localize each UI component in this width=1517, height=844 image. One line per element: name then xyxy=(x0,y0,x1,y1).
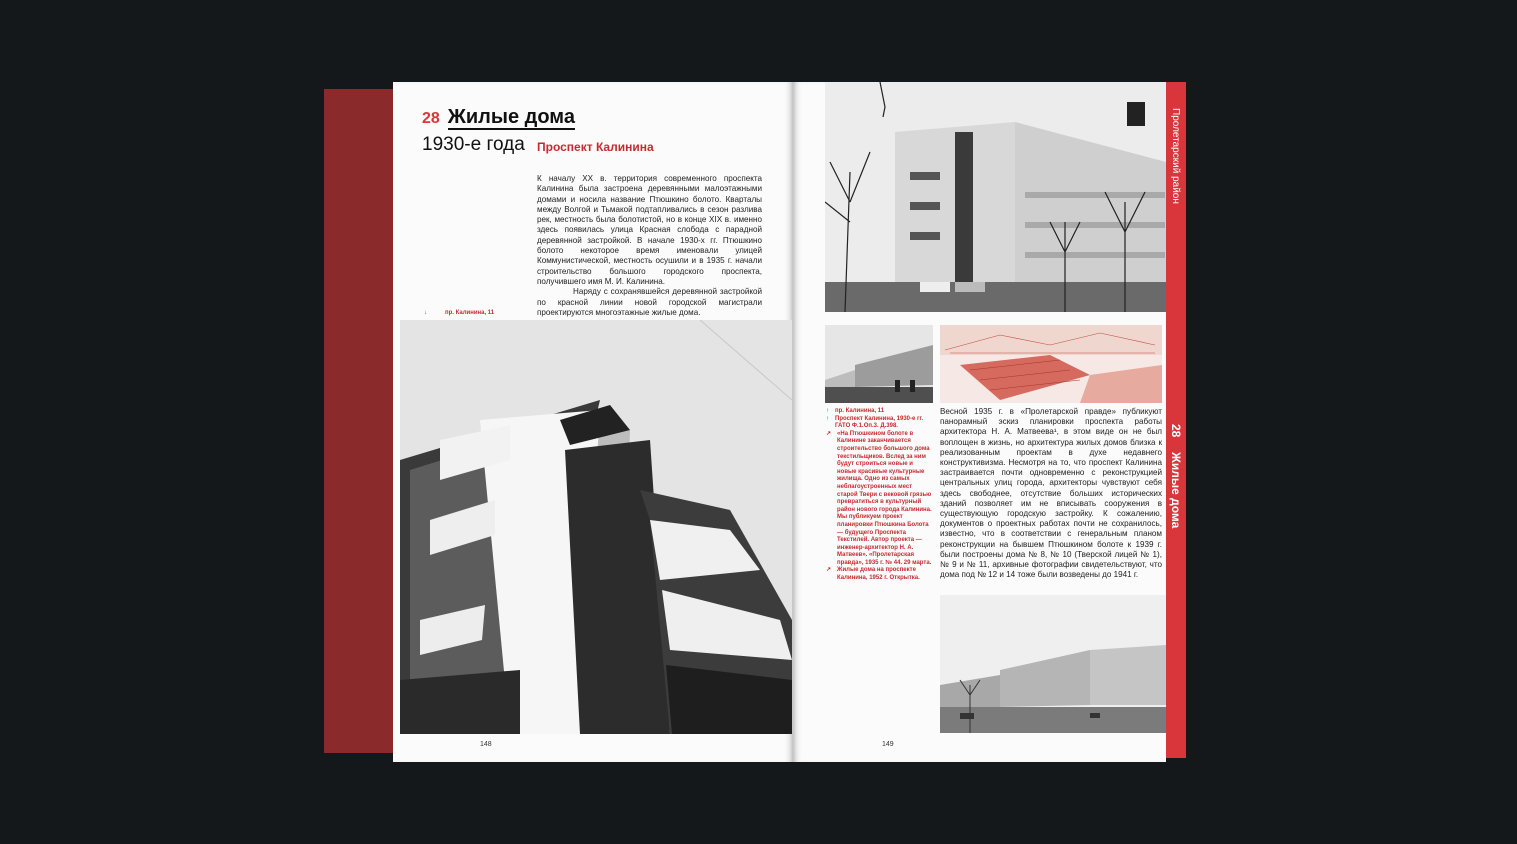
left-caption-text: пр. Калинина, 11 xyxy=(445,310,495,316)
sketch-panorama-plan xyxy=(940,325,1162,403)
caption-text: Проспект Калинина, 1930-е гг. ГАТО Ф.1.Оп.3. Д.398. xyxy=(835,415,924,430)
chapter-street: Проспект Калинина xyxy=(537,140,654,154)
caption-row xyxy=(826,431,932,568)
chapter-years: 1930-е года xyxy=(422,134,525,155)
photo-postcard-1952 xyxy=(940,595,1166,733)
left-caption xyxy=(424,310,494,316)
chapter-title: Жилые дома xyxy=(447,106,575,128)
page-number-left: 148 xyxy=(480,741,492,748)
photo-building-low-angle xyxy=(400,320,792,734)
arrow-up-right-icon: ↗ xyxy=(826,430,832,437)
caption-row xyxy=(826,567,932,582)
chapter-heading xyxy=(422,106,575,130)
caption-text: «На Птюшкином болоте в Калинине заканчивается строительство большого дома текстильщиков. Вслед за ним будут строиться новые и новые красивые культурные жилища. Одно из самых неблагоустроенных мест старой Твери с вековой грязью превратиться в культурный район нового города Калинина. Мы публикуем проект планировки Птюшкина Болота — будущего Проспекта Текстилей. Автор проекта — инженер-архитектор Н. А. Матвеев». «Пролетарская правда», 1935 г. № 44. 29 марта. xyxy=(837,430,932,566)
district-label: Пролетарский район xyxy=(1170,108,1181,204)
sketch-illustration xyxy=(940,325,1162,403)
side-chapter-number: 28 xyxy=(1169,424,1183,438)
left-body-text xyxy=(537,174,762,318)
arrow-up-icon: ↑ xyxy=(826,415,829,422)
page-number-right: 149 xyxy=(882,741,894,748)
left-paragraph-2: Наряду с сохранявшейся деревянной застройкой по красной линии новой городской магистрали проектируются многоэтажные жилые дома. xyxy=(537,287,762,317)
arrow-down-icon: ↓ xyxy=(424,310,427,316)
caption-row xyxy=(826,408,932,416)
caption-text: Жилые дома на проспекте Калинина, 1952 г. Открытка. xyxy=(837,567,920,582)
building-illustration xyxy=(400,320,792,734)
photo-archive-street-1930s xyxy=(825,325,933,403)
arrow-up-right-icon: ↗ xyxy=(826,567,832,574)
right-body-text: Весной 1935 г. в «Пролетарской правде» публикуют панорамный эскиз планировки проспекта работы архитектора Н. А. Матвеева¹, в этом виде он не был воплощен в жизнь, но архитектура жилых домов близка к реализованным проектам в духе недавнего конструктивизма. Несмотря на то, что проспект Калинина застраивается почти одновременно с реконструкцией центральных улиц города, архитекторы чувствуют себя здесь свободнее, отсутствие больших исторических зданий позволяет им не вписывать сооружения в существующую городскую застройку. К сожалению, документов о проектных работах почти не сохранилось, известно, что в соответствии с генеральным планом реконструкции на бывшем Птюшкином болоте к 1939 г. были построены дома № 8, № 10 (Тверской лицей № 1), № 9 и № 11, архивные фотографии свидетельствуют, что дома под № 12 и 14 тоже были возведены до 1941 г. xyxy=(940,407,1162,580)
postcard-illustration xyxy=(940,595,1166,733)
right-captions xyxy=(826,408,932,583)
archive-street-illustration xyxy=(825,325,933,403)
caption-row xyxy=(826,416,932,431)
caption-text: пр. Калинина, 11 xyxy=(835,408,885,414)
street-illustration xyxy=(825,82,1166,312)
arrow-up-icon: ↑ xyxy=(826,408,829,414)
left-paragraph-1: К началу XX в. территория современного проспекта Калинина была застроена деревянными малоэтажными домами и носила название Птюшкино болото. Кварталы между Волгой и Тьмакой подтапливались в сезон разлива рек, местность была болотистой, но в конце XIX в. именно здесь появилась улица Красная слобода с парадной деревянной застройкой. В начале 1930-х гг. Птюшкино болото некоторое время именовали улицей Коммунистической, местность осушили и в 1935 г. начали строительство большого городского проспекта, получившего имя М. И. Калинина. xyxy=(537,174,762,286)
chapter-number: 28 xyxy=(422,110,440,127)
book-back-cover xyxy=(324,89,404,753)
photo-street-corner xyxy=(825,82,1166,312)
side-chapter-title: Жилые дома xyxy=(1169,452,1183,529)
